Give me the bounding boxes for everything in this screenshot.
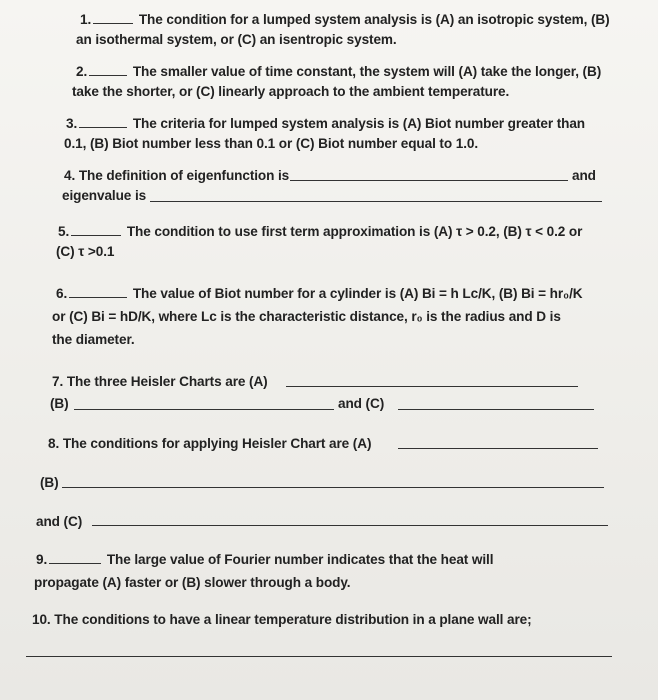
question-3 <box>66 114 585 133</box>
question-text: The conditions for applying Heisler Chart are (A) <box>62 436 372 451</box>
question-7 <box>52 372 268 391</box>
answer-line[interactable] <box>92 525 608 526</box>
question-9 <box>36 550 493 569</box>
question-number: 3. <box>66 116 78 131</box>
question-number: 6. <box>56 286 68 301</box>
question-text: The three Heisler Charts are (A) <box>66 374 268 389</box>
question-10 <box>32 610 532 629</box>
answer-line[interactable] <box>74 409 334 410</box>
question-number: 10. <box>32 612 51 627</box>
question-4-and: and <box>572 168 596 183</box>
answer-line[interactable] <box>290 180 568 181</box>
answer-blank[interactable] <box>89 74 127 76</box>
question-text: (B) <box>50 396 69 411</box>
question-4-line-2 <box>62 186 146 205</box>
question-text: The condition to use first term approximation is (A) τ > 0.2, (B) τ < 0.2 or <box>126 224 583 239</box>
question-text: or (C) Bi = hD/K, where Lc is the characteristic distance, r₀ is the radius and D is <box>52 309 561 324</box>
question-5 <box>58 222 582 241</box>
answer-line[interactable] <box>286 386 578 387</box>
question-7-and-c: and (C) <box>338 396 385 411</box>
question-6-line-2 <box>52 307 561 326</box>
answer-blank[interactable] <box>49 562 101 564</box>
question-text: The criteria for lumped system analysis is (A) Biot number greater than <box>132 116 586 131</box>
question-8-line-2: (B) <box>40 475 59 490</box>
question-number: 1. <box>80 12 92 27</box>
question-6 <box>56 284 582 303</box>
answer-line[interactable] <box>150 201 602 202</box>
question-number: 8. <box>48 436 60 451</box>
question-number: 2. <box>76 64 88 79</box>
question-number: 5. <box>58 224 70 239</box>
answer-line[interactable] <box>398 409 594 410</box>
question-number: 4. <box>64 168 76 183</box>
question-2 <box>76 62 601 81</box>
answer-line[interactable] <box>26 656 612 657</box>
answer-blank[interactable] <box>69 296 127 298</box>
question-5-line-2 <box>56 242 114 261</box>
answer-blank[interactable] <box>93 22 133 24</box>
question-text: The conditions to have a linear temperature distribution in a plane wall are; <box>54 612 532 627</box>
question-7-line-2 <box>50 394 69 413</box>
question-4 <box>64 166 289 185</box>
question-text: The value of Biot number for a cylinder is (A) Bi = h Lc/K, (B) Bi = hr₀/K <box>132 286 583 301</box>
question-text: 0.1, (B) Biot number less than 0.1 or (C) Biot number equal to 1.0. <box>64 136 479 151</box>
question-number: 9. <box>36 552 48 567</box>
question-text: propagate (A) faster or (B) slower through a body. <box>34 575 351 590</box>
question-text: (C) τ >0.1 <box>56 244 115 259</box>
question-text: take the shorter, or (C) linearly approach to the ambient temperature. <box>72 84 510 99</box>
question-text: an isothermal system, or (C) an isentropic system. <box>76 32 397 47</box>
question-8-line-3: and (C) <box>36 514 83 529</box>
question-text: The condition for a lumped system analysis is (A) an isotropic system, (B) <box>138 12 610 27</box>
question-1-line-2 <box>76 30 397 49</box>
question-number: 7. <box>52 374 64 389</box>
question-1 <box>80 10 610 29</box>
question-2-line-2 <box>72 82 509 101</box>
question-text: eigenvalue is <box>62 188 147 203</box>
answer-blank[interactable] <box>79 126 127 128</box>
answer-line[interactable] <box>398 448 598 449</box>
question-text: The smaller value of time constant, the system will (A) take the longer, (B) <box>132 64 602 79</box>
question-text: The definition of eigenfunction is <box>78 168 290 183</box>
question-6-line-3 <box>52 330 135 349</box>
question-text: the diameter. <box>52 332 135 347</box>
question-8 <box>48 434 371 453</box>
answer-line[interactable] <box>62 487 604 488</box>
answer-blank[interactable] <box>71 234 121 236</box>
question-text: The large value of Fourier number indicates that the heat will <box>106 552 494 567</box>
question-9-line-2 <box>34 573 350 592</box>
question-3-line-2 <box>64 134 478 153</box>
